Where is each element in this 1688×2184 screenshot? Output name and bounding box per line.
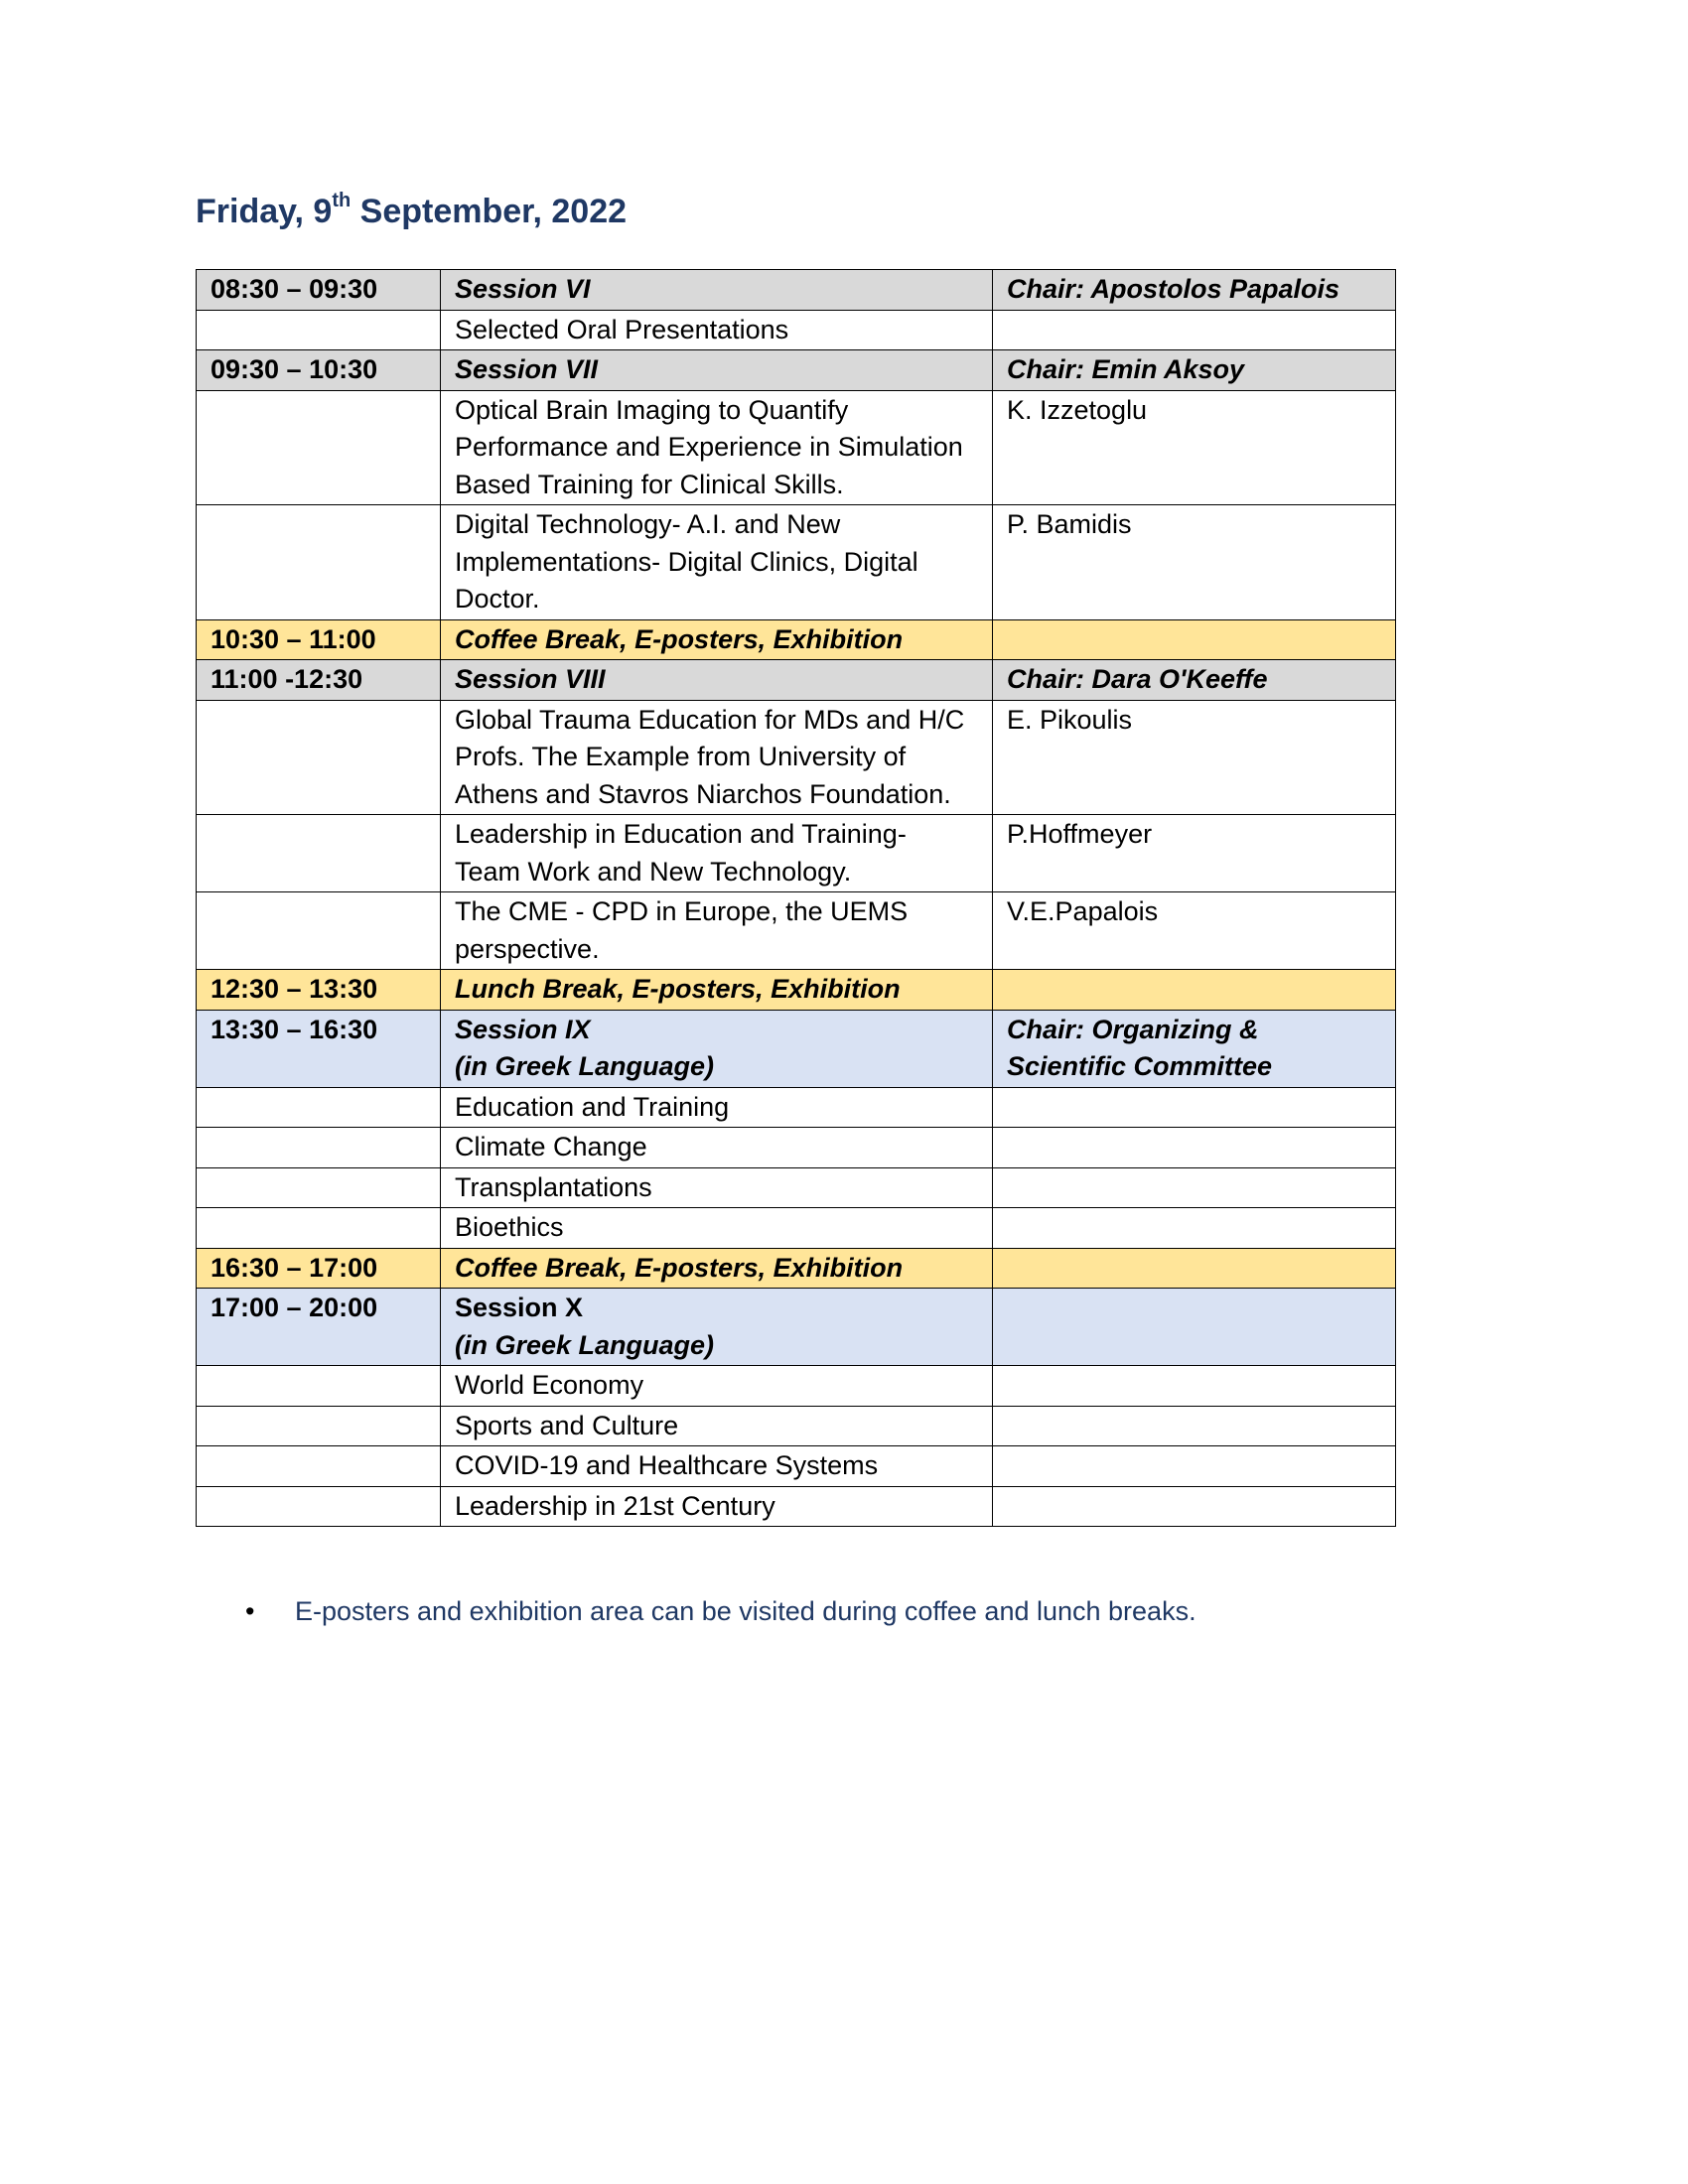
chair-speaker-cell: E. Pikoulis [993, 700, 1396, 815]
table-row [197, 660, 1396, 701]
time-cell: 16:30 – 17:00 [197, 1248, 441, 1289]
time-cell: 17:00 – 20:00 [197, 1289, 441, 1366]
session-cell [441, 1406, 993, 1446]
table-row [197, 619, 1396, 660]
session-title: COVID-19 and Healthcare Systems [455, 1450, 879, 1480]
session-title: Bioethics [455, 1212, 564, 1242]
session-title: Lunch Break, E-posters, Exhibition [455, 974, 901, 1004]
table-row [197, 270, 1396, 311]
session-title: Session VIII [455, 664, 606, 694]
chair-speaker-cell: Chair: Dara O'Keeffe [993, 660, 1396, 701]
session-title: Coffee Break, E-posters, Exhibition [455, 1252, 904, 1283]
time-cell [197, 1366, 441, 1407]
chair-speaker-cell: P.Hoffmeyer [993, 815, 1396, 892]
time-cell: 13:30 – 16:30 [197, 1010, 441, 1087]
chair-speaker-cell [993, 1486, 1396, 1527]
chair-speaker-cell: Chair: Apostolos Papalois [993, 270, 1396, 311]
session-cell [441, 1128, 993, 1168]
table-row [197, 815, 1396, 892]
session-cell [441, 619, 993, 660]
time-cell [197, 815, 441, 892]
session-cell [441, 1446, 993, 1487]
chair-speaker-cell: K. Izzetoglu [993, 390, 1396, 505]
time-cell [197, 700, 441, 815]
session-cell [441, 660, 993, 701]
table-row [197, 505, 1396, 620]
session-cell [441, 970, 993, 1011]
time-cell [197, 1486, 441, 1527]
session-cell [441, 350, 993, 391]
chair-speaker-cell [993, 1366, 1396, 1407]
session-title: The CME - CPD in Europe, the UEMS perspective. [455, 896, 909, 964]
table-row [197, 1486, 1396, 1527]
chair-speaker-cell [993, 970, 1396, 1011]
chair-speaker-cell [993, 1208, 1396, 1249]
session-cell [441, 505, 993, 620]
session-cell [441, 1167, 993, 1208]
page-title [196, 189, 628, 231]
time-cell [197, 1087, 441, 1128]
table-row [197, 310, 1396, 350]
session-subtitle: (in Greek Language) [455, 1329, 715, 1360]
session-cell [441, 310, 993, 350]
chair-speaker-cell [993, 619, 1396, 660]
chair-speaker-cell [993, 310, 1396, 350]
time-cell [197, 505, 441, 620]
note-text: E-posters and exhibition area can be visited during coffee and lunch breaks. [295, 1596, 1196, 1626]
agenda-table [196, 269, 1396, 1527]
table-row [197, 390, 1396, 505]
session-cell [441, 1289, 993, 1366]
time-cell [197, 390, 441, 505]
title-day: Friday, 9 [196, 193, 333, 230]
time-cell: 11:00 -12:30 [197, 660, 441, 701]
time-cell [197, 1406, 441, 1446]
table-row [197, 1289, 1396, 1366]
session-title: Session IX [455, 1014, 591, 1044]
time-cell [197, 1167, 441, 1208]
session-cell [441, 1010, 993, 1087]
table-row [197, 350, 1396, 391]
time-cell [197, 1208, 441, 1249]
chair-speaker-cell: Chair: Emin Aksoy [993, 350, 1396, 391]
session-title: Climate Change [455, 1132, 647, 1161]
session-title: Optical Brain Imaging to Quantify Performance and Experience in Simulation Based Training for Clinical Skills. [455, 394, 963, 499]
session-title: Education and Training [455, 1091, 730, 1122]
bullet-note [245, 1596, 1196, 1627]
title-rest: September, 2022 [351, 193, 628, 230]
chair-speaker-cell [993, 1406, 1396, 1446]
session-cell [441, 892, 993, 970]
session-subtitle: (in Greek Language) [455, 1051, 715, 1081]
table-row [197, 700, 1396, 815]
session-cell [441, 1208, 993, 1249]
table-row [197, 1167, 1396, 1208]
session-title: Leadership in Education and Training- Team Work and New Technology. [455, 819, 907, 887]
session-title: Sports and Culture [455, 1410, 679, 1440]
table-row [197, 892, 1396, 970]
table-row [197, 1406, 1396, 1446]
chair-speaker-cell [993, 1087, 1396, 1128]
time-cell [197, 1446, 441, 1487]
session-title: Coffee Break, E-posters, Exhibition [455, 623, 904, 654]
chair-speaker-cell: Chair: Organizing & Scientific Committee [993, 1010, 1396, 1087]
session-title: Global Trauma Education for MDs and H/C Profs. The Example from University of Athens and Stavros Niarchos Foundation. [455, 704, 965, 809]
session-title: Session VII [455, 354, 599, 384]
bullet-icon: • [245, 1596, 255, 1626]
table-row [197, 1208, 1396, 1249]
session-cell [441, 1087, 993, 1128]
time-cell: 08:30 – 09:30 [197, 270, 441, 311]
session-title: Leadership in 21st Century [455, 1490, 775, 1521]
chair-speaker-cell [993, 1289, 1396, 1366]
session-cell [441, 1366, 993, 1407]
table-row [197, 1366, 1396, 1407]
chair-speaker-cell: V.E.Papalois [993, 892, 1396, 970]
session-title: Session X [455, 1293, 584, 1322]
chair-speaker-cell [993, 1446, 1396, 1487]
table-row [197, 1087, 1396, 1128]
table-row [197, 970, 1396, 1011]
time-cell: 10:30 – 11:00 [197, 619, 441, 660]
session-title: Transplantations [455, 1171, 652, 1202]
chair-speaker-cell: P. Bamidis [993, 505, 1396, 620]
table-row [197, 1010, 1396, 1087]
table-row [197, 1446, 1396, 1487]
time-cell [197, 892, 441, 970]
title-superscript: th [332, 189, 352, 211]
session-title: Selected Oral Presentations [455, 314, 789, 344]
session-cell [441, 270, 993, 311]
session-title: World Economy [455, 1370, 644, 1400]
session-cell [441, 1486, 993, 1527]
table-row [197, 1248, 1396, 1289]
session-cell [441, 815, 993, 892]
chair-speaker-cell [993, 1167, 1396, 1208]
chair-speaker-cell [993, 1128, 1396, 1168]
time-cell [197, 1128, 441, 1168]
chair-speaker-cell [993, 1248, 1396, 1289]
time-cell: 12:30 – 13:30 [197, 970, 441, 1011]
session-title: Session VI [455, 274, 591, 304]
time-cell: 09:30 – 10:30 [197, 350, 441, 391]
time-cell [197, 310, 441, 350]
session-title: Digital Technology- A.I. and New Implementations- Digital Clinics, Digital Doctor. [455, 509, 918, 614]
session-cell [441, 1248, 993, 1289]
session-cell [441, 700, 993, 815]
session-cell [441, 390, 993, 505]
table-row [197, 1128, 1396, 1168]
